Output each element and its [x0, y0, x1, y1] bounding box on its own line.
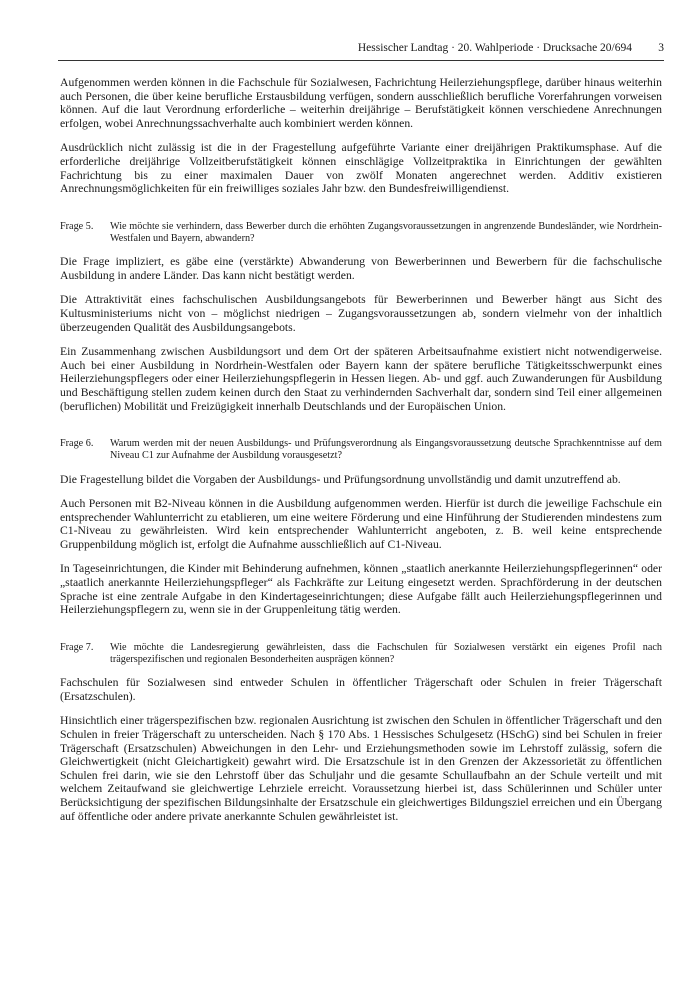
header-title: Hessischer Landtag · 20. Wahlperiode · Drucksache 20/694 [357, 42, 632, 54]
question-text: Wie möchte die Landesregierung gewährleisten, dass die Fachschulen für Sozialwesen verstärkt ein eigenes Profil nach trägerspezifischen und regionalen Besonderheiten ausprägen können? [110, 641, 662, 666]
question-label: Frage 7. [60, 641, 94, 653]
question-6 [60, 438, 662, 462]
question-label: Frage 6. [60, 438, 94, 450]
paragraph: Die Fragestellung bildet die Vorgaben der Ausbildungs- und Prüfungsordnung unvollständig und damit unzutreffend ab. [60, 472, 621, 486]
paragraph: Ausdrücklich nicht zulässig ist die in der Fragestellung aufgeführte Variante einer dreijährigen Praktikumsphase. Auf die erforderliche dreijährige Vollzeitberufstätigkeit können einschlägige Vollzeitpraktika in Einrichtungen der gewählten Fachrichtung bis zu einer maximalen Dauer von zwölf Monaten angerechnet werden. Additiv existieren Anrechnungsmöglichkeiten für ein freiwilliges soziales Jahr bzw. den Bundesfreiwilligendienst. [60, 141, 662, 196]
question-5 [60, 221, 662, 245]
paragraph: Fachschulen für Sozialwesen sind entweder Schulen in öffentlicher Trägerschaft oder Schulen in freier Trägerschaft (Ersatzschulen). [60, 676, 662, 703]
paragraph: Ein Zusammenhang zwischen Ausbildungsort und dem Ort der späteren Arbeitsaufnahme existiert nicht notwendigerweise. Auch bei einer Ausbildung in Nordrhein-Westfalen oder Bayern kann der spätere berufliche Tätigkeitsschwerpunkt eines Heilerziehungspflegers oder einer Heilerziehungspflegerin in Hessen liegen. Ab- und ggf. auch Zuwanderungen für Ausbildung und Beschäftigung stellen zudem keinen durch den Staat zu verhindernden Sachverhalt dar, sondern sind Teil einer allgemeinen (beruflichen) Mobilität und Freizügigkeit innerhalb Deutschlands und der Europäischen Union. [60, 345, 662, 413]
page-number: 3 [658, 42, 664, 54]
paragraph: Die Attraktivität eines fachschulischen Ausbildungsangebots für Bewerberinnen und Bewerber hängt aus Sicht des Kultusministeriums nicht von – möglichst niedrigen – Zugangsvoraussetzungen ab, sondern vielmehr von der inhaltlich überzeugenden Qualität des Ausbildungsangebots. [60, 293, 662, 334]
running-header [58, 42, 664, 58]
paragraph: Die Frage impliziert, es gäbe eine (verstärkte) Abwanderung von Bewerberinnen und Bewerbern für die fachschulische Ausbildung in andere Länder. Das kann nicht bestätigt werden. [60, 255, 662, 282]
question-text: Warum werden mit der neuen Ausbildungs- und Prüfungsverordnung als Eingangsvoraussetzung deutsche Sprachkenntnisse auf dem Niveau C1 zur Aufnahme der Ausbildung vorausgesetzt? [110, 438, 662, 462]
question-label: Frage 5. [60, 220, 94, 232]
question-7 [60, 642, 662, 666]
document-body [60, 76, 662, 834]
paragraph: Aufgenommen werden können in die Fachschule für Sozialwesen, Fachrichtung Heilerziehungspflege, darüber hinaus weiterhin auch Personen, die über keine berufliche Erstausbildung verfügen, sondern ausschließlich berufliche Vorerfahrungen vorweisen können. Auf die laut Verordnung erforderliche – weiterhin dreijährige – Berufstätigkeit können verschiedene Anrechnungen erfolgen, wobei Anrechnungssachverhalte auch kombiniert werden können. [60, 76, 662, 130]
header-rule [58, 60, 664, 61]
question-text: Wie möchte sie verhindern, dass Bewerber durch die erhöhten Zugangsvoraussetzungen in angrenzende Bundesländer, wie Nordrhein-Westfalen und Bayern, abwandern? [110, 220, 662, 244]
paragraph: Hinsichtlich einer trägerspezifischen bzw. regionalen Ausrichtung ist zwischen den Schulen in öffentlicher Trägerschaft und den Schulen in freier Trägerschaft zu unterscheiden. Nach § 170 Abs. 1 Hessisches Schulgesetz (HSchG) sind bei Schulen in freier Trägerschaft (Ersatzschulen) Abweichungen in den Lehr- und Erziehungsmethoden sowie im Lehrstoff zulässig, sofern die Gleichwertigkeit (nicht Gleichartigkeit) gewahrt wird. Die Ersatzschule ist in den Grenzen der Akzessorietät zu öffentlichen Schulen frei darin, wie sie den Lehrstoff über das Schuljahr und die gesamte Schullaufbahn an der Schule verteilt und mit welchem Zeitaufwand sie gleichwertige Lehrziele erreicht. Voraussetzung hierbei ist, dass Schülerinnen und Schüler unter Berücksichtigung der spezifischen Bildungsinhalte der Ersatzschule ein gleichwertiges Bildungsziel erreichen und ein Übergang auf öffentliche oder andere private anerkannte Schulen gewährleistet ist. [60, 714, 662, 823]
paragraph: In Tageseinrichtungen, die Kinder mit Behinderung aufnehmen, können „staatlich anerkannte Heilerziehungspflegerinnen“ oder „staatlich anerkannte Heilerziehungspfleger“ als Fachkräfte zur Leitung eingesetzt werden. Sprachförderung in der deutschen Sprache ist eine zentrale Aufgabe in den Kindertageseinrichtungen; diese Aufgabe fällt auch Heilerziehungspflegerinnen und Heilerziehungspflegern zu, wenn sie in der Gruppenleitung tätig werden. [60, 562, 662, 617]
paragraph: Auch Personen mit B2-Niveau können in die Ausbildung aufgenommen werden. Hierfür ist durch die jeweilige Fachschule ein entsprechender Wahlunterricht zu etablieren, um eine weitere Förderung und eine Hinführung der Studierenden mindestens zum C1-Niveau zu gewährleisten. Wird kein entsprechender Wahlunterricht angeboten, z. B. weil keine entsprechende Gruppenbildung möglich ist, erfolgt die Aufnahme ausschließlich auf C1-Niveau. [60, 497, 662, 551]
